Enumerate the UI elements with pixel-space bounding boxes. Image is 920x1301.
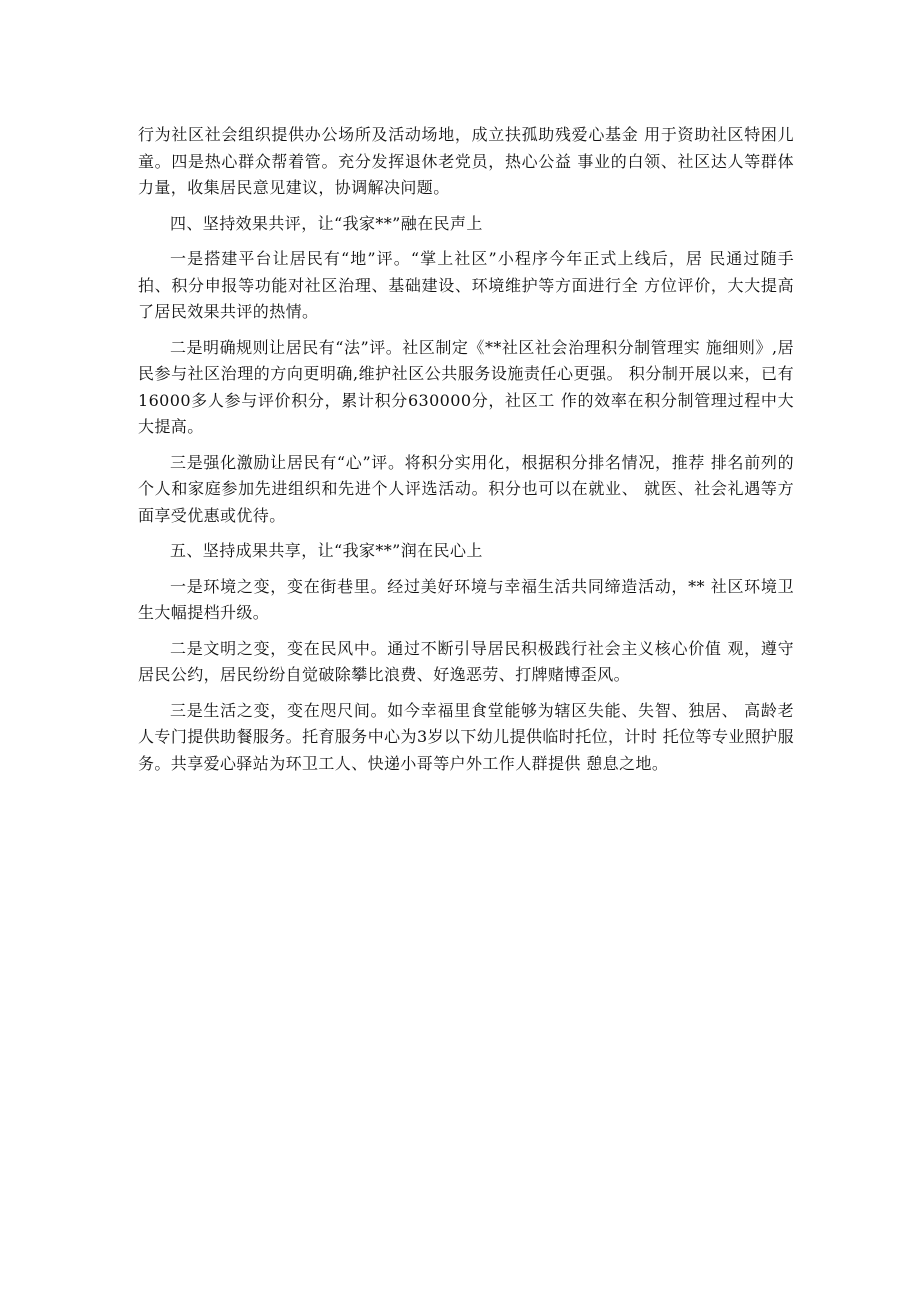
document-body <box>138 122 794 786</box>
paragraph-civility-change: 二是文明之变，变在民风中。通过不断引导居民积极践行社会主义核心价值 观，遵守居民公约，居民纷纷自觉破除攀比浪费、好逸恶劳、打牌赌博歪风。 <box>138 638 794 684</box>
paragraph-life-change: 三是生活之变，变在咫尺间。如今幸福里食堂能够为辖区失能、失智、独居、 高龄老人专门提供助餐服务。托育服务中心为3岁以下幼儿提供临时托位，计时 托位等专业照护服务。共享爱心驿站为环卫工人、快递小哥等户外工作人群提供 憩息之地。 <box>138 700 794 773</box>
paragraph-rules-evaluation: 二是明确规则让居民有“法”评。社区制定《**社区社会治理积分制管理实 施细则》,居民参与社区治理的方向更明确,维护社区公共服务设施责任心更强。 积分制开展以来，已有16000多人参与评价积分，累计积分630000分，社区工 作的效率在积分制管理过程中大大提高。 <box>138 337 794 436</box>
section-heading-four: 四、坚持效果共评，让“我家**”融在民声上 <box>170 213 483 233</box>
section-heading-five: 五、坚持成果共享，让“我家**”润在民心上 <box>170 541 483 560</box>
paragraph-continued-intro: 行为社区社会组织提供办公场所及活动场地，成立扶孤助残爱心基金 用于资助社区特困儿童。四是热心群众帮着管。充分发挥退休老党员，热心公益 事业的白领、社区达人等群体力量，收集居民意见建议，协调解决问题。 <box>138 125 794 197</box>
paragraph-incentive-evaluation: 三是强化激励让居民有“心”评。将积分实用化，根据积分排名情况，推荐 排名前列的个人和家庭参加先进组织和先进个人评选活动。积分也可以在就业、 就医、社会礼遇等方面享受优惠或优待。 <box>138 452 794 525</box>
paragraph-environment-change: 一是环境之变，变在街巷里。经过美好环境与幸福生活共同缔造活动，** 社区环境卫生大幅提档升级。 <box>138 576 794 622</box>
paragraph-platform-evaluation: 一是搭建平台让居民有“地”评。“掌上社区”小程序今年正式上线后，居 民通过随手拍、积分申报等功能对社区治理、基础建设、环境维护等方面进行全 方位评价，大大提高了居民效果共评的热情。 <box>138 249 794 321</box>
